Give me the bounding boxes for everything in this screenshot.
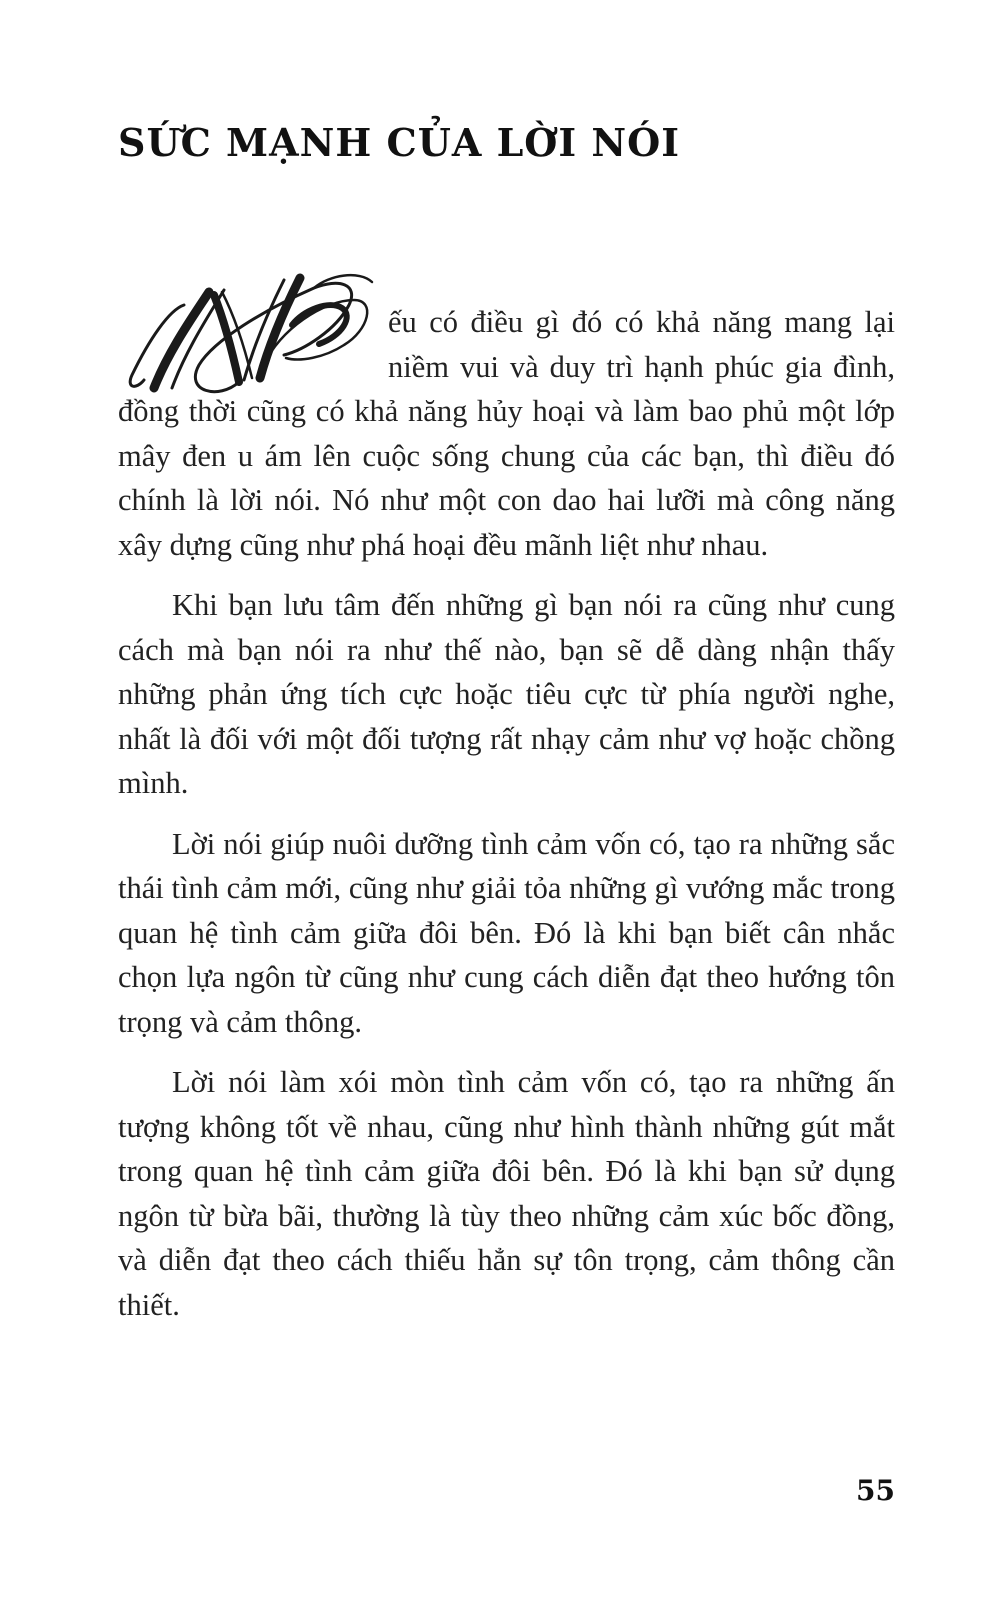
paragraph-first [118,300,895,567]
paragraph-2: Khi bạn lưu tâm đến những gì bạn nói ra cũng như cung cách mà bạn nói ra như thế nào, bạn sẽ dễ dàng nhận thấy những phản ứng tích cực hoặc tiêu cực từ phía người nghe, nhất là đối với một đối tượng rất nhạy cảm như vợ hoặc chồng mình. [118,588,895,800]
paragraph-first-text: ếu có điều gì đó có khả năng mang lại niềm vui và duy trì hạnh phúc gia đình, đồng thời cũng có khả năng hủy hoại và làm bao phủ một lớp mây đen u ám lên cuộc sống chung của các bạn, thì điều đó chính là lời nói. Nó như một con dao hai lưỡi mà công năng xây dựng cũng như phá hoại đều mãnh liệt như nhau. [118,305,895,562]
body-text [118,300,895,1343]
chapter-title: SỨC MẠNH CỦA LỜI NÓI [118,120,681,165]
drop-cap-n-icon [114,270,384,366]
paragraph-4: Lời nói làm xói mòn tình cảm vốn có, tạo ra những ấn tượng không tốt về nhau, cũng như hình thành những gút mắt trong quan hệ tình cảm giữa đôi bên. Đó là khi bạn sử dụng ngôn từ bừa bãi, thường là tùy theo những cảm xúc bốc đồng, và diễn đạt theo cách thiếu hẳn sự tôn trọng, cảm thông cần thiết. [118,1065,895,1322]
paragraph-3: Lời nói giúp nuôi dưỡng tình cảm vốn có, tạo ra những sắc thái tình cảm mới, cũng như giải tỏa những gì vướng mắc trong quan hệ tình cảm giữa đôi bên. Đó là khi bạn biết cân nhắc chọn lựa ngôn từ cũng như cung cách diễn đạt theo hướng tôn trọng và cảm thông. [118,826,895,1039]
page-number: 55 [856,1474,895,1507]
